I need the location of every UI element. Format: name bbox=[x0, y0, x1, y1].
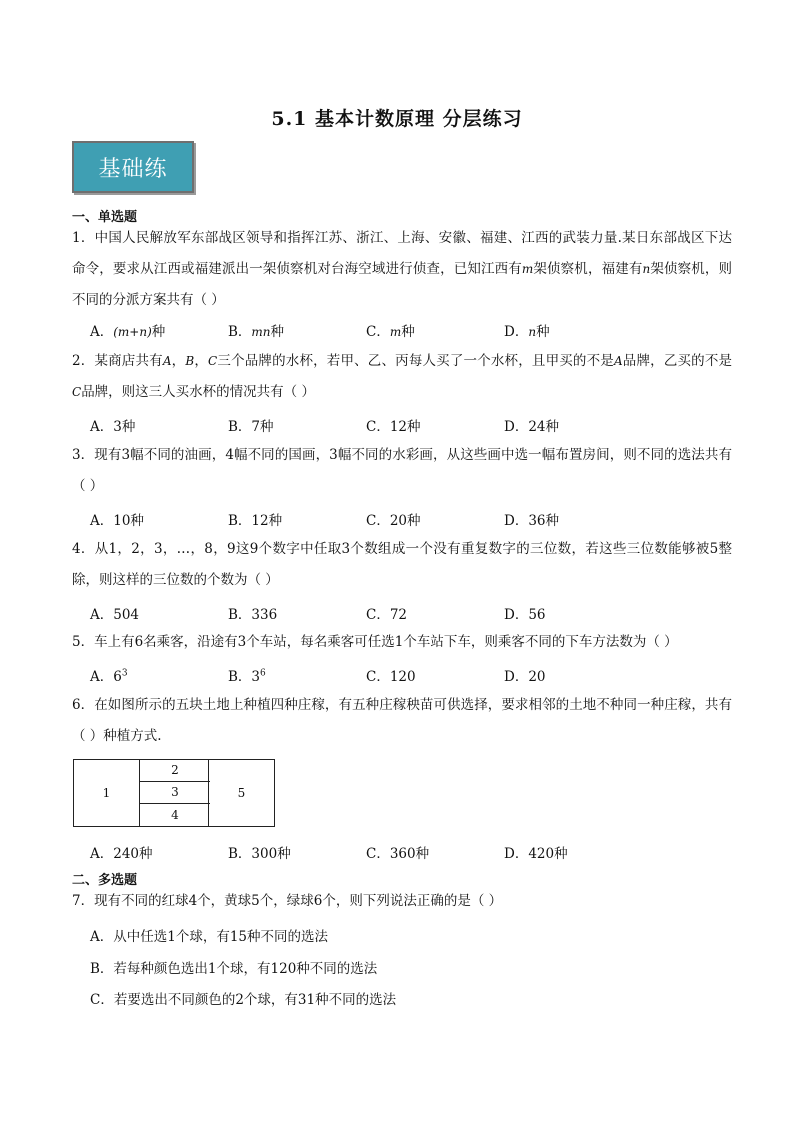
var-b: B bbox=[185, 354, 195, 368]
q1-option-d[interactable] bbox=[504, 320, 642, 340]
option-expr: n bbox=[528, 325, 537, 339]
q7-option-c[interactable]: C．若要选出不同颜色的2个球，有31种不同的选法 bbox=[90, 992, 397, 1008]
page-title: 5.1 基本计数原理 分层练习 bbox=[271, 108, 523, 130]
section-badge: 基础练 bbox=[72, 141, 194, 193]
option-base: B．3 bbox=[228, 669, 261, 685]
question-3-options bbox=[90, 509, 642, 529]
question-2-text-b: 三个品牌的水杯，若甲、乙、丙每人买了一个水杯，且甲买的不是 bbox=[217, 353, 614, 369]
q5-option-d[interactable]: D．20 bbox=[504, 669, 546, 685]
var-a: A bbox=[613, 354, 623, 368]
question-1-text-a: 1．中国人民解放军东部战区领导和指挥江苏、浙江、上海、安徽、福建、江西的武装力量.某日东部战区下达命令，要求从江西或福建派出一架侦察机对台海空域进行侦查，已知江西有 bbox=[72, 230, 732, 277]
option-exponent: 6 bbox=[260, 668, 266, 679]
question-4: 4．从1，2，3，…，8，9这9个数字中任取3个数组成一个没有重复数字的三位数，若这些三位数能够被5整除，则这样的三位数的个数为（ ） bbox=[72, 541, 732, 588]
var-c: C bbox=[72, 385, 82, 399]
question-2-options bbox=[90, 415, 642, 435]
question-7: 7．现有不同的红球4个，黄球5个，绿球6个，则下列说法正确的是（ ） bbox=[72, 893, 503, 909]
q5-option-b[interactable] bbox=[228, 665, 366, 685]
sep: ， bbox=[194, 353, 209, 369]
q2-option-b[interactable]: B．7种 bbox=[228, 419, 274, 435]
question-6: 6．在如图所示的五块土地上种植四种庄稼，有五种庄稼秧苗可供选择，要求相邻的土地不种同一种庄稼，共有（ ）种植方式. bbox=[72, 697, 732, 744]
q6-option-b[interactable]: B．300种 bbox=[228, 846, 291, 862]
q2-option-d[interactable]: D．24种 bbox=[504, 419, 560, 435]
question-4-options bbox=[90, 603, 642, 623]
question-1-text-b: 架侦察机，福建有 bbox=[533, 261, 643, 277]
q1-option-b[interactable] bbox=[228, 320, 366, 340]
q1-option-a[interactable] bbox=[90, 320, 228, 340]
var-n: n bbox=[642, 262, 651, 276]
plot-2: 2 bbox=[140, 760, 210, 782]
option-label: B． bbox=[228, 324, 252, 340]
q4-option-b[interactable]: B．336 bbox=[228, 607, 278, 623]
plot-5: 5 bbox=[208, 760, 274, 826]
question-1 bbox=[72, 223, 732, 316]
option-expr: mn bbox=[251, 325, 271, 339]
option-label: D． bbox=[504, 324, 529, 340]
q3-option-c[interactable]: C．20种 bbox=[366, 513, 421, 529]
var-a: A bbox=[162, 354, 172, 368]
question-2-text-a: 2．某商店共有 bbox=[72, 353, 163, 369]
question-5-options bbox=[90, 665, 642, 685]
q6-option-c[interactable]: C．360种 bbox=[366, 846, 430, 862]
sep: ， bbox=[171, 353, 186, 369]
land-plot-diagram bbox=[73, 759, 275, 827]
plot-1: 1 bbox=[74, 760, 140, 826]
option-label: A． bbox=[90, 324, 114, 340]
question-5: 5．车上有6名乘客，沿途有3个车站，每名乘客可任选1个车站下车，则乘客不同的下车方法数为（ ） bbox=[72, 634, 678, 650]
section-heading-single: 一、单选题 bbox=[72, 210, 138, 225]
question-3: 3．现有3幅不同的油画，4幅不同的国画，3幅不同的水彩画，从这些画中选一幅布置房间，则不同的选法共有（ ） bbox=[72, 447, 732, 494]
q7-option-a[interactable]: A．从中任选1个球，有15种不同的选法 bbox=[90, 929, 329, 945]
option-base: A．6 bbox=[90, 669, 122, 685]
var-m: m bbox=[521, 262, 534, 276]
q5-option-c[interactable]: C．120 bbox=[366, 669, 416, 685]
q4-option-a[interactable]: A．504 bbox=[90, 607, 140, 623]
option-unit: 种 bbox=[151, 324, 166, 340]
option-label: C． bbox=[366, 324, 390, 340]
option-expr: m bbox=[389, 325, 402, 339]
section-heading-multi: 二、多选题 bbox=[72, 873, 138, 888]
q6-option-d[interactable]: D．420种 bbox=[504, 846, 568, 862]
q3-option-a[interactable]: A．10种 bbox=[90, 513, 144, 529]
q6-option-a[interactable]: A．240种 bbox=[90, 846, 153, 862]
question-6-options bbox=[90, 842, 642, 862]
question-1-options bbox=[90, 320, 642, 340]
question-2 bbox=[72, 346, 732, 408]
q2-option-c[interactable]: C．12种 bbox=[366, 419, 421, 435]
q1-option-c[interactable] bbox=[366, 320, 504, 340]
var-c: C bbox=[208, 354, 218, 368]
q3-option-d[interactable]: D．36种 bbox=[504, 513, 560, 529]
q4-option-c[interactable]: C．72 bbox=[366, 607, 408, 623]
option-expr: (m+n) bbox=[113, 325, 152, 339]
option-unit: 种 bbox=[270, 324, 285, 340]
question-1-text-c: 架侦察机，则不同的分派方案共有（ ） bbox=[72, 261, 733, 308]
plot-3: 3 bbox=[140, 782, 210, 804]
plot-4: 4 bbox=[171, 807, 179, 822]
option-unit: 种 bbox=[401, 324, 415, 340]
q3-option-b[interactable]: B．12种 bbox=[228, 513, 283, 529]
q2-option-a[interactable]: A．3种 bbox=[90, 419, 136, 435]
question-2-text-c: 品牌，乙买的不是 bbox=[622, 353, 733, 369]
q7-option-b[interactable]: B．若每种颜色选出1个球，有120种不同的选法 bbox=[90, 961, 378, 977]
q5-option-a[interactable] bbox=[90, 665, 228, 685]
option-unit: 种 bbox=[536, 324, 550, 340]
question-2-text-d: 品牌，则这三人买水杯的情况共有（ ） bbox=[81, 384, 315, 400]
q4-option-d[interactable]: D．56 bbox=[504, 607, 546, 623]
option-exponent: 3 bbox=[121, 668, 128, 679]
